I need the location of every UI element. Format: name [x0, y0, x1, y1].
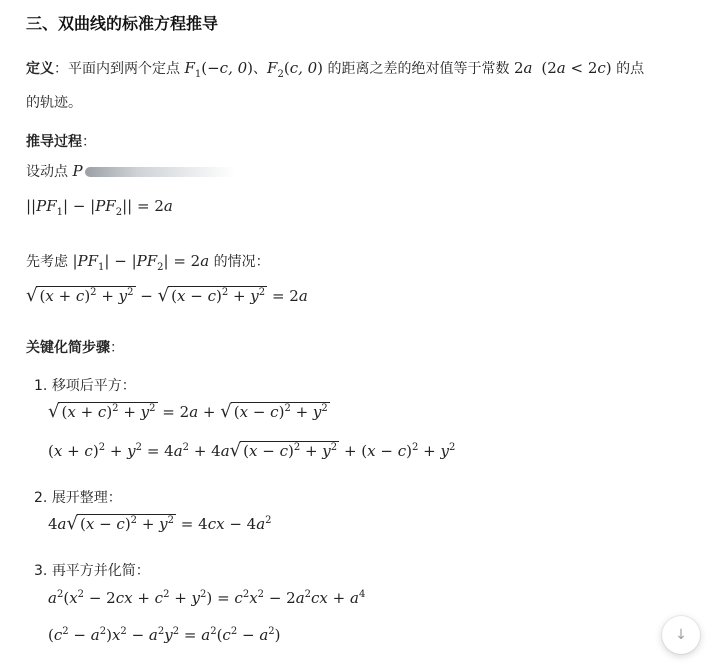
set-point-line: 设动点 P: [26, 161, 235, 181]
definition-line-1: 定义：平面内到两个定点 $F_1(-c$, 0)、$F_2(c$, 0) 的距离之差的绝对值等于常数 2a (2a < 2c) 的点: [26, 59, 645, 80]
consider-line: 先考虑 $|PF_1| - |PF_2| = 2a$ 的情况：: [26, 252, 270, 273]
step-1-title: 1. 移项后平方：: [34, 378, 136, 394]
condition: (2a < 2c): [541, 59, 612, 77]
derivation-heading: 推导过程：: [26, 134, 96, 150]
step-2-title: 2. 展开整理：: [34, 490, 122, 506]
arrow-down-icon: ↓: [675, 627, 687, 643]
definition-text-3: 的点: [616, 61, 645, 77]
definition-label: 定义: [26, 61, 54, 77]
definition-text-1: 平面内到两个定点: [68, 61, 180, 77]
step-2-equation: 4a√ $(x - c)^2 + y^2 = 4cx - 4a^2$: [48, 513, 272, 534]
step-3-equation-a: $a^2(x^2 - 2cx + c^2 + y^2) = c^2x^2 - 2a^2cx + a^4$: [48, 589, 366, 607]
equation-distance-difference: √ $(x + c)^2 + y^2$ − √ $(x - c)^2 + y^2 = 2a$: [26, 285, 308, 306]
focus-f1: $F_1(-c$, 0): [184, 59, 254, 80]
equation-abs-difference: $||PF_1| - |PF_2|| = 2a$: [26, 197, 173, 218]
definition-text-2: 的距离之差的绝对值等于常数: [327, 61, 510, 77]
truncated-text-fade: [85, 167, 235, 177]
definition-line-2: 的轨迹。: [26, 95, 82, 111]
step-3-title: 3. 再平方并化简：: [34, 563, 150, 579]
step-1-equation-a: √ $(x + c)^2 + y^2 = 2a$ + √ $(x - c)^2 + y^2$: [48, 401, 328, 422]
key-steps-heading: 关键化简步骤：: [26, 340, 124, 356]
scroll-to-bottom-button[interactable]: [662, 616, 700, 654]
focus-f2: $F_2(c$, 0): [267, 59, 324, 80]
step-3-equation-b: $(c^2 - a^2)x^2 - a^2y^2 = a^2(c^2 - a^2)$: [48, 626, 281, 644]
constant-2a: 2a: [513, 59, 533, 77]
section-title: 三、双曲线的标准方程推导: [26, 14, 219, 33]
step-1-equation-b: $(x + c)^2 + y^2 = 4a^2 + 4a√$ $(x - c)^2 + y^2 + (x - c)^2 + y^2$: [48, 440, 456, 461]
